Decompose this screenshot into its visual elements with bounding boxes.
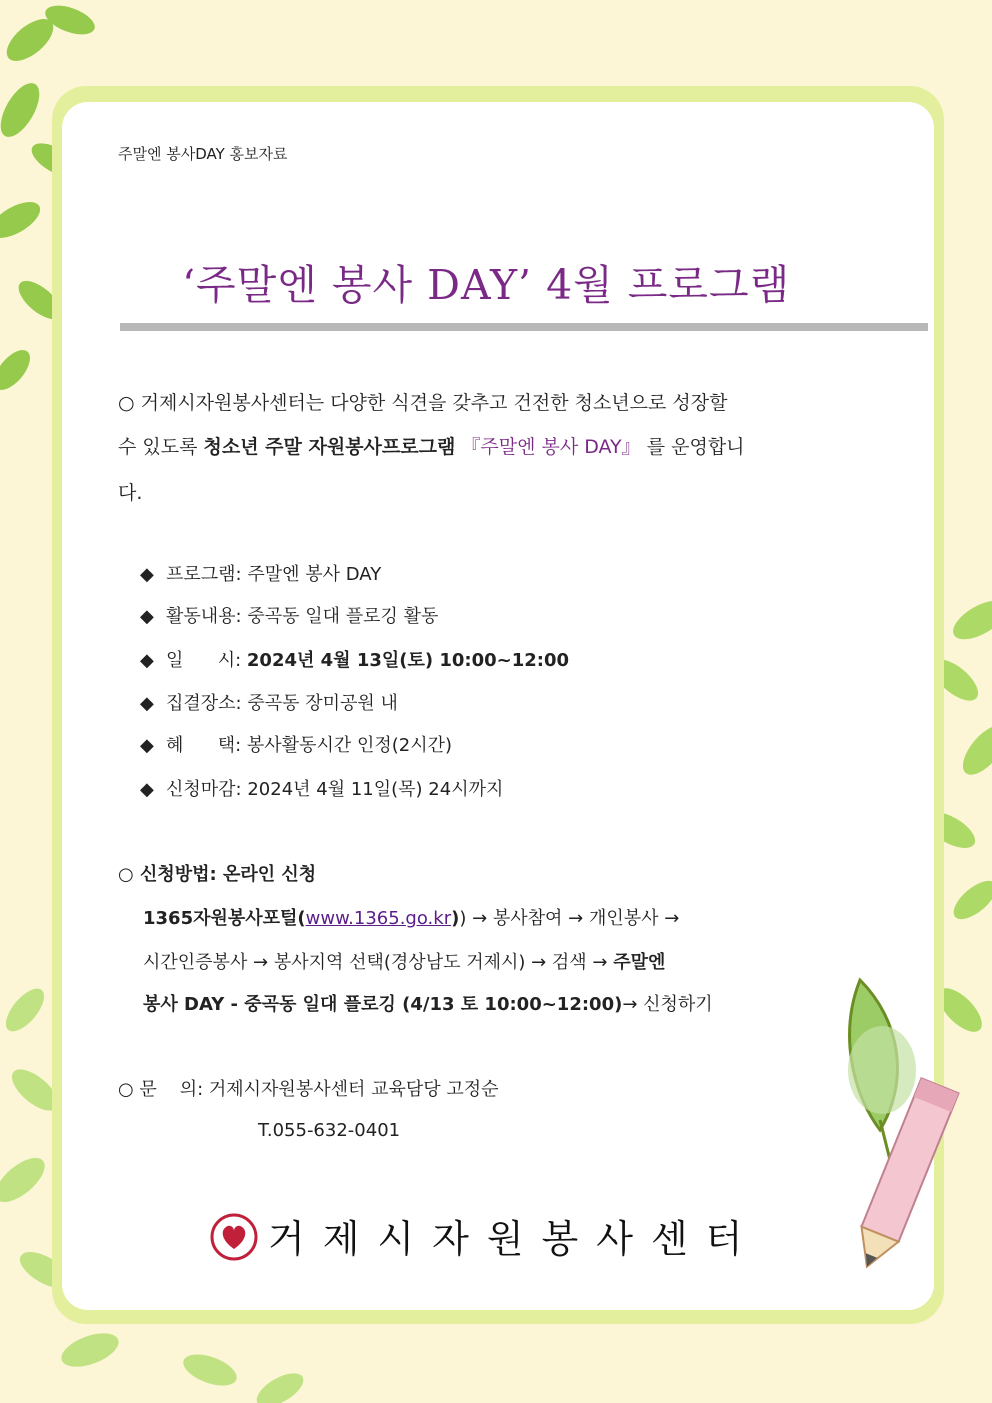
apply-line-2	[143, 948, 665, 974]
apply-steps-text: → 신청하기	[622, 994, 713, 1015]
pencil-icon	[820, 960, 970, 1280]
apply-heading: ○ 신청방법: 온라인 신청	[118, 864, 317, 885]
intro-line-1: ○ 거제시자원봉사센터는 다양한 식견을 갖추고 건전한 청소년으로 성장할	[118, 392, 728, 414]
apply-program-name: 봉사 DAY - 중곡동 일대 플로깅 (4/13 토 10:00~12:00)	[143, 994, 623, 1015]
bullet-value: 2024년 4월 13일(토) 10:00~12:00	[246, 650, 570, 671]
bullet-label: 프로그램:	[166, 564, 242, 585]
portal-link[interactable]: www.1365.go.kr	[305, 908, 452, 929]
diamond-icon: ◆	[140, 606, 154, 627]
bullet-label: 혜 택:	[166, 735, 242, 756]
apply-portal-name: 1365자원봉사포털(	[143, 908, 306, 929]
bullet-value: 봉사활동시간 인정(2시간)	[246, 735, 453, 756]
intro-text: 를 운영합니	[640, 436, 745, 458]
contact-line-1: ○ 문 의: 거제시자원봉사센터 교육담당 고정순	[118, 1079, 499, 1100]
apply-line-3	[143, 990, 713, 1016]
diamond-icon: ◆	[140, 650, 154, 671]
diamond-icon: ◆	[140, 735, 154, 756]
page-title: ‘주말엔 봉사 DAY’ 4월 프로그램	[182, 261, 791, 309]
volunteer-center-logo	[210, 1213, 258, 1261]
apply-steps-text: ) → 봉사참여 → 개인봉사 →	[459, 908, 680, 929]
intro-program-name: 청소년 주말 자원봉사프로그램	[203, 436, 456, 458]
organization-name: 거제시자원봉사센터	[268, 1217, 761, 1261]
contact-phone: T.055-632-0401	[258, 1120, 401, 1141]
bullet-label: 활동내용:	[166, 606, 242, 627]
bullet-benefit	[140, 731, 452, 757]
bullet-value: 주말엔 봉사 DAY	[247, 564, 382, 585]
bullet-value: 2024년 4월 11일(목) 24시까지	[247, 779, 504, 800]
apply-steps-text: 시간인증봉사 → 봉사지역 선택(경상남도 거제시) → 검색 →	[143, 952, 614, 973]
title-underline	[120, 323, 928, 331]
apply-line-1: 1365자원봉사포털(www.1365.go.kr)) → 봉사참여 → 개인봉사 →	[143, 908, 680, 929]
bullet-value: 중곡동 장미공원 내	[247, 693, 398, 714]
bullet-deadline	[140, 775, 503, 801]
bullet-datetime	[140, 646, 569, 672]
bullet-label: 집결장소:	[166, 693, 242, 714]
bullet-program	[140, 560, 381, 586]
diamond-icon: ◆	[140, 564, 154, 585]
intro-text: 수 있도록	[118, 436, 204, 458]
bullet-meeting-place	[140, 689, 398, 715]
bullet-activity	[140, 602, 438, 628]
intro-program-brand: 『주말엔 봉사 DAY』	[455, 436, 641, 458]
intro-line-2	[118, 432, 745, 459]
apply-program-name: 주말엔	[613, 952, 666, 973]
diamond-icon: ◆	[140, 779, 154, 800]
bullet-label: 신청마감:	[166, 779, 242, 800]
diamond-icon: ◆	[140, 693, 154, 714]
bullet-label: 일 시:	[166, 650, 242, 671]
intro-line-3: 다.	[118, 482, 143, 504]
document-label: 주말엔 봉사DAY 홍보자료	[118, 145, 288, 163]
bullet-value: 중곡동 일대 플로깅 활동	[247, 606, 439, 627]
